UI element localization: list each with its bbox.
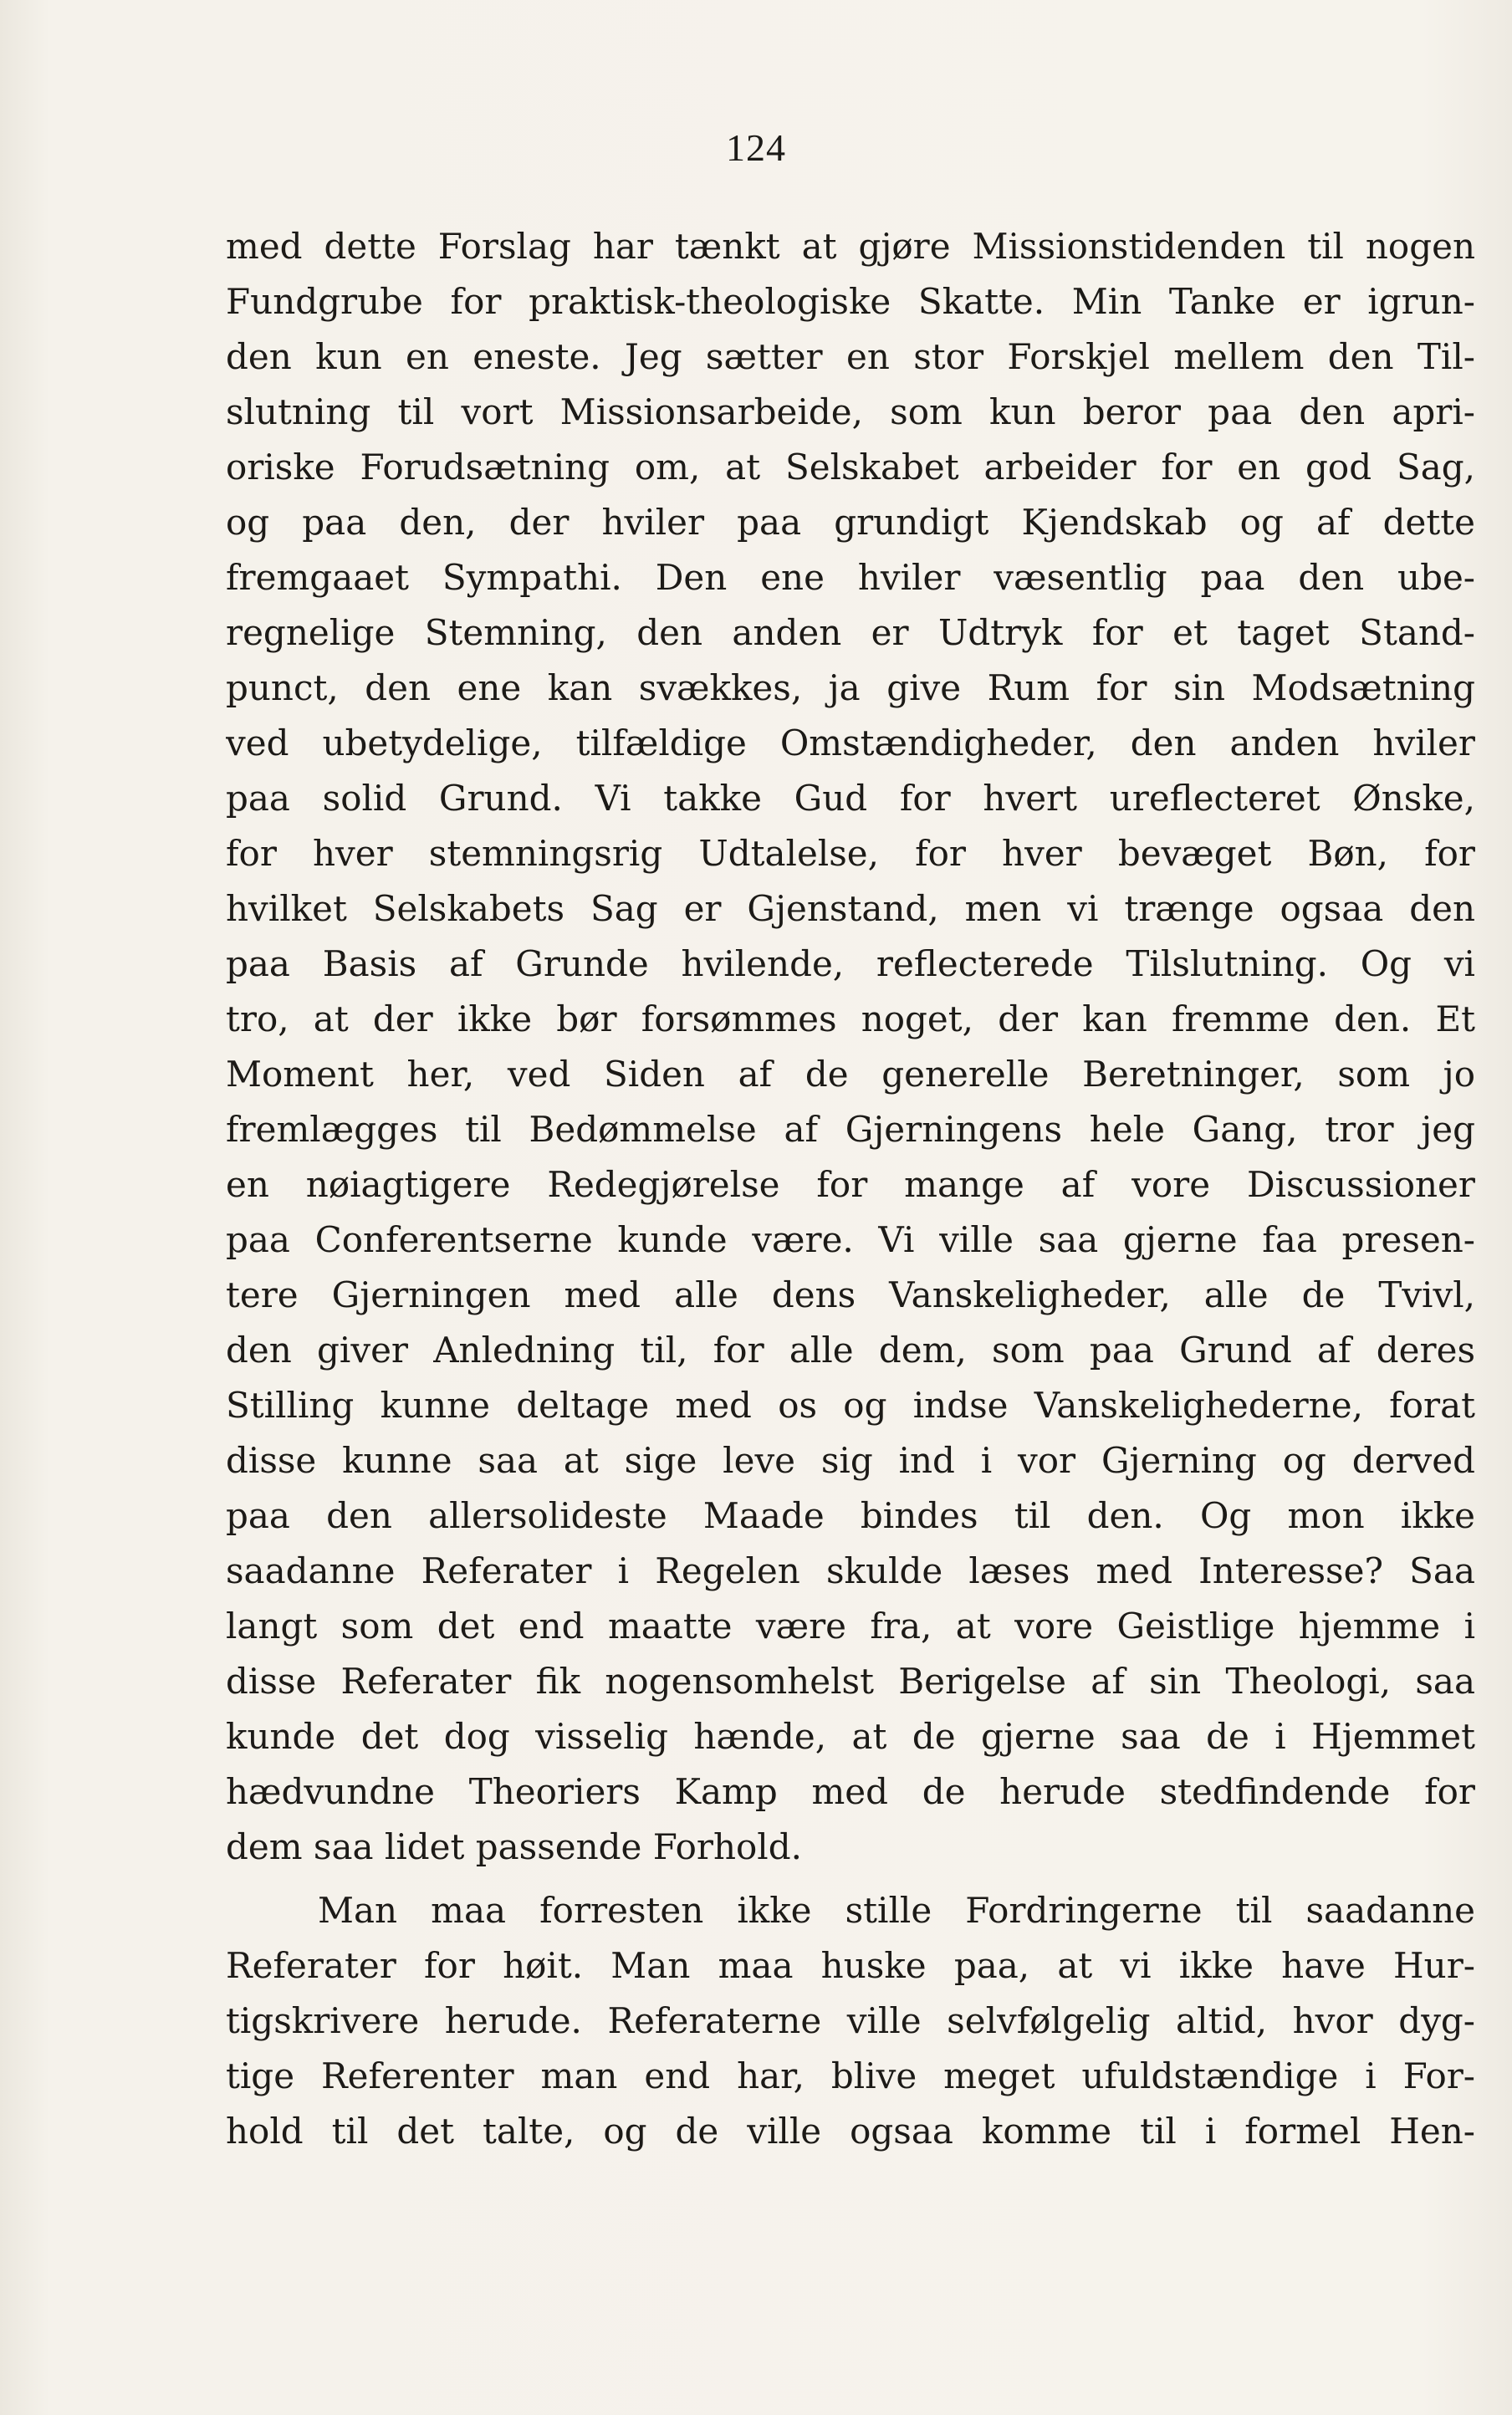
paragraph-gap	[226, 1875, 1475, 1883]
text-line: fremgaaet Sympathi. Den ene hviler væsentlig paa den ube-	[226, 557, 1475, 598]
text-line: Referater for høit. Man maa huske paa, at vi ikke have Hur-	[226, 1945, 1475, 1986]
text-line: fremlægges til Bedømmelse af Gjerningens hele Gang, tror jeg	[226, 1109, 1475, 1150]
text-line: for hver stemningsrig Udtalelse, for hver bevæget Bøn, for	[226, 833, 1475, 874]
text-line: hold til det talte, og de ville ogsaa komme til i formel Hen-	[226, 2111, 1475, 2152]
text-line: ved ubetydelige, tilfældige Omstændigheder, den anden hviler	[226, 722, 1475, 763]
text-line: en nøiagtigere Redegjørelse for mange af vore Discussioner	[226, 1164, 1475, 1205]
text-line: disse Referater fik nogensomhelst Berigelse af sin Theologi, saa	[226, 1661, 1475, 1702]
text-line: langt som det end maatte være fra, at vore Geistlige hjemme i	[226, 1606, 1475, 1647]
text-line: Moment her, ved Siden af de generelle Beretninger, som jo	[226, 1054, 1475, 1095]
text-line: oriske Forudsætning om, at Selskabet arbeider for en god Sag,	[226, 447, 1475, 488]
paragraph-1	[226, 219, 1475, 1875]
text-line: kunde det dog visselig hænde, at de gjerne saa de i Hjemmet	[226, 1716, 1475, 1757]
text-line: slutning til vort Missionsarbeide, som kun beror paa den apri-	[226, 391, 1475, 432]
text-line: med dette Forslag har tænkt at gjøre Missionstidenden til nogen	[226, 226, 1475, 267]
text-line: dem saa lidet passende Forhold.	[226, 1826, 802, 1867]
text-line: og paa den, der hviler paa grundigt Kjendskab og af dette	[226, 502, 1475, 543]
text-line: saadanne Referater i Regelen skulde læses med Interesse? Saa	[226, 1550, 1475, 1591]
text-line: Fundgrube for praktisk-theologiske Skatte. Min Tanke er igrun-	[226, 281, 1475, 322]
text-line: disse kunne saa at sige leve sig ind i vor Gjerning og derved	[226, 1440, 1475, 1481]
text-line: paa Basis af Grunde hvilende, reflecterede Tilslutning. Og vi	[226, 943, 1475, 984]
text-line: hædvundne Theoriers Kamp med de herude stedfindende for	[226, 1771, 1475, 1812]
text-line: tere Gjerningen med alle dens Vanskeligheder, alle de Tvivl,	[226, 1274, 1475, 1315]
text-line: regnelige Stemning, den anden er Udtryk for et taget Stand-	[226, 612, 1475, 653]
text-line: paa den allersolideste Maade bindes til den. Og mon ikke	[226, 1495, 1475, 1536]
text-line: paa Conferentserne kunde være. Vi ville saa gjerne faa presen-	[226, 1219, 1475, 1260]
text-line: den kun en eneste. Jeg sætter en stor Forskjel mellem den Til-	[226, 336, 1475, 377]
text-line: tro, at der ikke bør forsømmes noget, der kan fremme den. Et	[226, 998, 1475, 1039]
text-line: tige Referenter man end har, blive meget ufuldstændige i For-	[226, 2055, 1475, 2096]
body-text	[226, 219, 1475, 2159]
text-line: hvilket Selskabets Sag er Gjenstand, men vi trænge ogsaa den	[226, 888, 1475, 929]
text-line: paa solid Grund. Vi takke Gud for hvert ureflecteret Ønske,	[226, 778, 1475, 819]
page-number: 124	[726, 126, 786, 169]
text-line: Stilling kunne deltage med os og indse Vanskelighederne, forat	[226, 1385, 1475, 1426]
text-line: punct, den ene kan svækkes, ja give Rum for sin Modsætning	[226, 667, 1475, 708]
paragraph-2	[226, 1883, 1475, 2159]
text-line: Man maa forresten ikke stille Fordringerne til saadanne	[318, 1890, 1475, 1931]
text-line: tigskrivere herude. Referaterne ville selvfølgelig altid, hvor dyg-	[226, 2000, 1475, 2041]
text-line: den giver Anledning til, for alle dem, som paa Grund af deres	[226, 1330, 1475, 1371]
